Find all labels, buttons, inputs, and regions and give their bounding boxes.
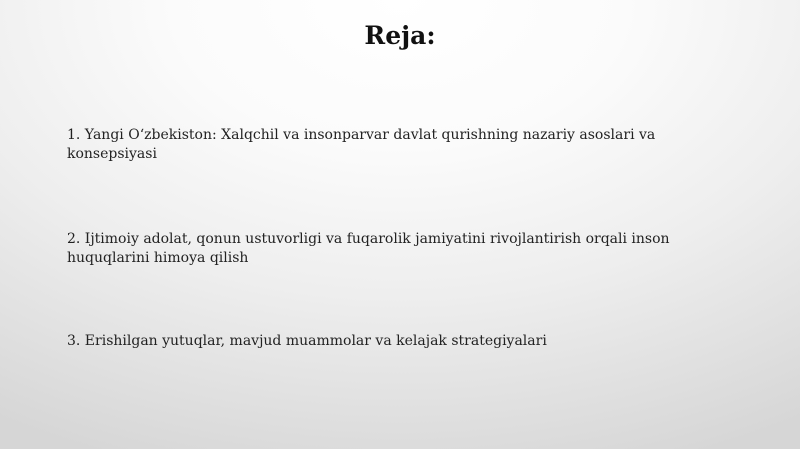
plan-item-1: 1. Yangi O‘zbekiston: Xalqchil va insonparvar davlat qurishning nazariy asoslari va konsepsiyasi (67, 127, 656, 162)
slide-title: Reja: (364, 21, 436, 50)
plan-item-3: 3. Erishilgan yutuqlar, mavjud muammolar va kelajak strategiyalari (67, 333, 547, 349)
plan-item-2: 2. Ijtimoiy adolat, qonun ustuvorligi va fuqarolik jamiyatini rivojlantirish orqali inson huquqlarini himoya qilish (67, 231, 670, 266)
